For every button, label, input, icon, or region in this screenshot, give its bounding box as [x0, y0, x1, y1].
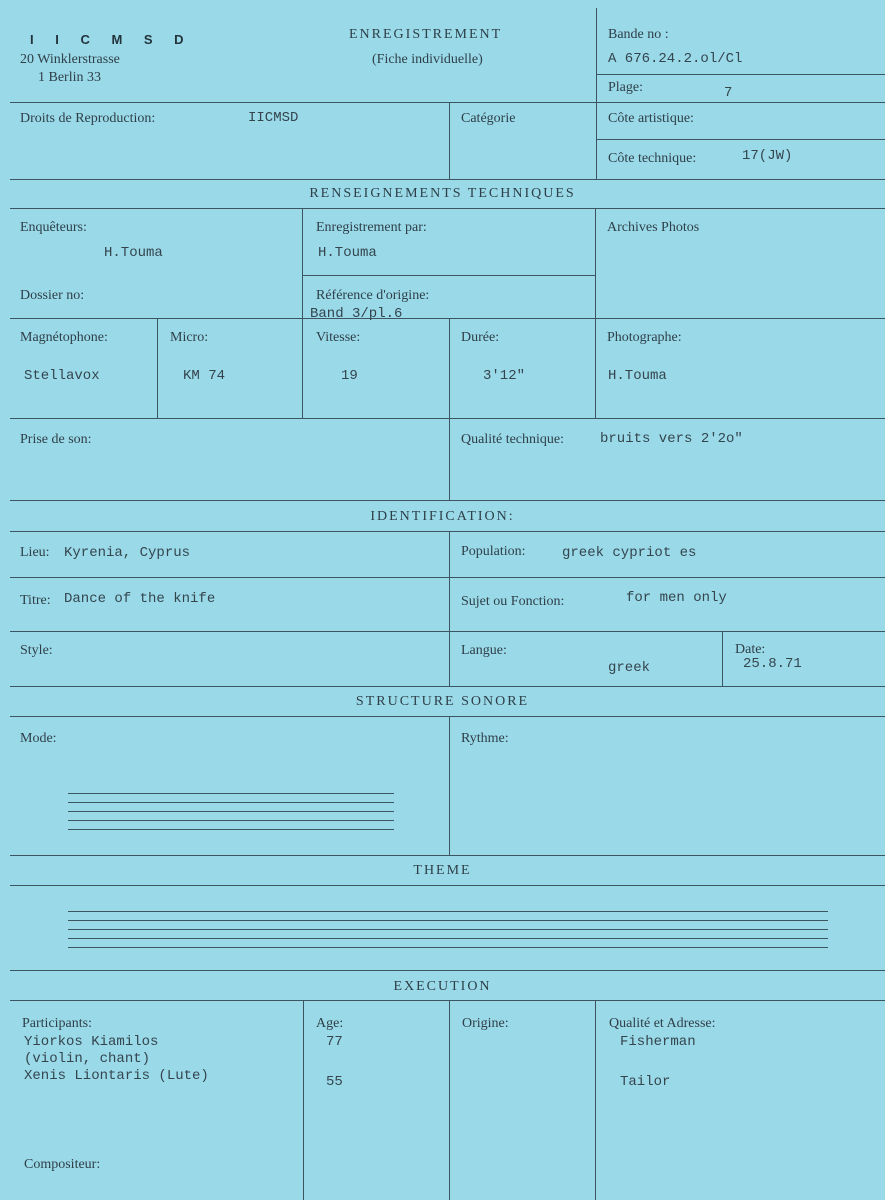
categorie-label: Catégorie — [461, 111, 516, 126]
bande-value: A 676.24.2.ol/Cl — [608, 51, 743, 67]
vrule-date — [722, 631, 723, 686]
rule-prise — [10, 500, 885, 501]
vrule-duree — [449, 318, 450, 418]
date-label: Date: — [735, 642, 766, 657]
rule-tech-top — [10, 179, 885, 180]
age-2: 55 — [326, 1074, 343, 1090]
plage-value: 7 — [724, 85, 733, 101]
sujet-label: Sujet ou Fonction: — [461, 594, 565, 609]
qualite-technique-label: Qualité technique: — [461, 432, 565, 447]
section-structure-sonore: STRUCTURE SONORE — [355, 694, 530, 709]
address-line-1: 20 Winklerstrasse — [20, 52, 120, 67]
vrule-categorie — [449, 102, 450, 179]
age-1: 77 — [326, 1034, 343, 1050]
rule-dossier — [10, 318, 885, 319]
langue-label: Langue: — [461, 643, 507, 658]
micro-label: Micro: — [170, 330, 209, 345]
prise-de-son-label: Prise de son: — [20, 432, 92, 447]
participant-2: Xenis Liontaris (Lute) — [24, 1068, 209, 1084]
enregistrement-label: Enregistrement par: — [316, 220, 427, 235]
qualite-2: Tailor — [620, 1074, 671, 1090]
org-logo: I I C M S D — [30, 32, 193, 47]
section-identification: IDENTIFICATION: — [370, 509, 515, 524]
vrule-tech-1 — [302, 208, 303, 418]
population-label: Population: — [461, 544, 526, 559]
rythme-label: Rythme: — [461, 731, 509, 746]
mode-label: Mode: — [20, 731, 57, 746]
vrule-origine — [449, 1000, 450, 1200]
lieu-label: Lieu: — [20, 545, 50, 560]
population-value: greek cypriot es — [562, 545, 697, 561]
magnetophone-value: Stellavox — [24, 368, 100, 384]
titre-label: Titre: — [20, 593, 51, 608]
rule-struct-title — [10, 716, 885, 717]
section-renseignements-techniques: RENSEIGNEMENTS TECHNIQUES — [309, 186, 576, 201]
duree-value: 3'12" — [483, 368, 526, 384]
micro-value: KM 74 — [183, 368, 226, 384]
enqueteurs-value: H.Touma — [104, 245, 163, 261]
cote-technique-value: 17(JW) — [742, 148, 793, 164]
enregistrement-value: H.Touma — [318, 245, 377, 261]
droits-value: IICMSD — [248, 110, 299, 126]
rule-mode — [10, 855, 885, 856]
style-label: Style: — [20, 643, 53, 658]
lieu-value: Kyrenia, Cyprus — [64, 545, 191, 561]
rule-enreg — [303, 275, 595, 276]
vrule-ident — [449, 531, 450, 686]
section-execution: EXECUTION — [393, 979, 492, 994]
photographe-label: Photographe: — [607, 330, 682, 345]
rule-titre — [10, 631, 885, 632]
rule-exec-title — [10, 1000, 885, 1001]
titre-value: Dance of the knife — [64, 591, 216, 607]
rule-theme-title — [10, 885, 885, 886]
duree-label: Durée: — [461, 330, 500, 345]
bande-label: Bande no : — [608, 27, 669, 42]
rule-bande — [597, 74, 885, 75]
rule-magneto — [10, 418, 885, 419]
qualite-1: Fisherman — [620, 1034, 696, 1050]
droits-label: Droits de Reproduction: — [20, 111, 156, 126]
cote-technique-label: Côte technique: — [608, 151, 697, 166]
vrule-micro — [157, 318, 158, 418]
photographe-value: H.Touma — [608, 368, 667, 384]
compositeur-label: Compositeur: — [24, 1157, 101, 1172]
form-title: ENREGISTREMENT — [349, 27, 503, 42]
qualite-technique-value: bruits vers 2'2o" — [600, 431, 743, 447]
langue-value: greek — [608, 660, 651, 676]
participant-1: Yiorkos Kiamilos — [24, 1034, 159, 1050]
vitesse-label: Vitesse: — [316, 330, 361, 345]
reference-label: Référence d'origine: — [316, 288, 430, 303]
rule-cote — [597, 139, 885, 140]
vrule-adresse — [595, 1000, 596, 1200]
vitesse-value: 19 — [341, 368, 358, 384]
vrule-tech-2 — [595, 208, 596, 418]
address-line-2: 1 Berlin 33 — [38, 70, 101, 85]
cote-artistique-label: Côte artistique: — [608, 111, 694, 126]
rule-style — [10, 686, 885, 687]
magnetophone-label: Magnétophone: — [20, 330, 108, 345]
vrule-qualite — [449, 418, 450, 500]
section-theme: THEME — [413, 863, 472, 878]
rule-lieu — [10, 577, 885, 578]
rule-tech-title — [10, 208, 885, 209]
participant-1-detail: (violin, chant) — [24, 1051, 151, 1067]
archives-photos-label: Archives Photos — [607, 220, 700, 235]
dossier-label: Dossier no: — [20, 288, 85, 303]
date-value: 25.8.71 — [743, 656, 802, 672]
rule-ident-title — [10, 531, 885, 532]
age-label: Age: — [316, 1016, 344, 1031]
rule-header-bottom — [10, 102, 885, 103]
rule-exec-top — [10, 970, 885, 971]
form-subtitle: (Fiche individuelle) — [372, 52, 483, 67]
enqueteurs-label: Enquêteurs: — [20, 220, 87, 235]
vrule-age — [303, 1000, 304, 1200]
vrule-header-right — [596, 8, 597, 179]
vrule-rythme — [449, 716, 450, 855]
reference-value: Band 3/pl.6 — [310, 306, 403, 322]
plage-label: Plage: — [608, 80, 643, 95]
participants-label: Participants: — [22, 1016, 92, 1031]
origine-label: Origine: — [462, 1016, 509, 1031]
qualite-adresse-label: Qualité et Adresse: — [609, 1016, 716, 1031]
sujet-value: for men only — [626, 590, 727, 606]
